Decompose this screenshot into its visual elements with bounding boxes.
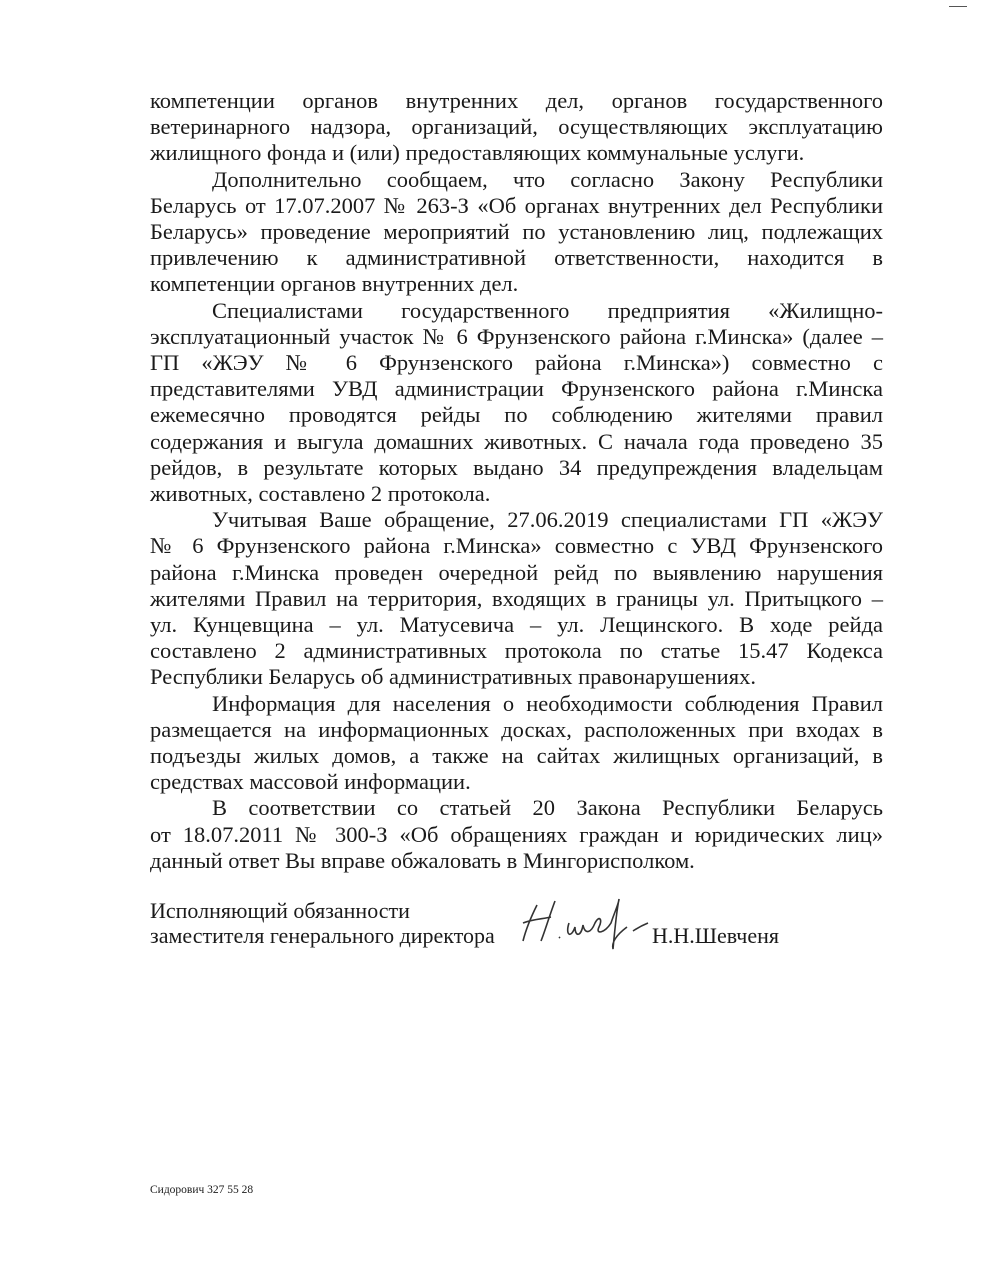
paragraph — [150, 88, 883, 167]
signatory-position — [150, 898, 495, 948]
text-line: Республики Беларусь об административных правонарушениях. — [150, 664, 756, 690]
text-line: содержания и выгула домашних животных. С начала года проведено 35 — [150, 428, 883, 454]
text-line: размещается на информационных досках, расположенных при входах в — [150, 716, 883, 742]
text-line: животных, составлено 2 протокола. — [150, 481, 491, 507]
text-line: компетенции органов внутренних дел. — [150, 271, 519, 297]
position-line-2: заместителя генерального директора — [150, 923, 495, 948]
text-line: ветеринарного надзора, организаций, осуществляющих эксплуатацию — [150, 114, 883, 140]
text-line: жителями Правил на территория, входящих в границы ул. Притыцкого – — [150, 585, 883, 611]
paragraph — [150, 507, 883, 690]
text-line: Специалистами государственного предприятия «Жилищно- — [212, 297, 883, 323]
text-line: Беларусь» проведение мероприятий по установлению лиц, подлежащих — [150, 219, 883, 245]
text-line: ГП «ЖЭУ № 6 Фрунзенского района г.Минска») совместно с — [150, 350, 883, 376]
text-line: подъезды жилых домов, а также на сайтах жилищных организаций, в — [150, 743, 883, 769]
text-line: эксплуатационный участок № 6 Фрунзенского района г.Минска» (далее – — [150, 323, 883, 349]
signatory-name: Н.Н.Шевченя — [652, 923, 780, 948]
text-line: Информация для населения о необходимости соблюдения Правил — [212, 690, 883, 716]
text-line: составлено 2 административных протокола по статье 15.47 Кодекса — [150, 638, 883, 664]
text-line: средствах массовой информации. — [150, 769, 471, 795]
text-line: № 6 Фрунзенского района г.Минска» совместно с УВД Фрунзенского — [150, 533, 883, 559]
text-line: компетенции органов внутренних дел, органов государственного — [150, 88, 883, 113]
text-line: жилищного фонда и (или) предоставляющих коммунальные услуги. — [150, 140, 805, 166]
text-line: привлечению к административной ответственности, находится в — [150, 245, 883, 271]
text-line: Учитывая Ваше обращение, 27.06.2019 специалистами ГП «ЖЭУ — [212, 507, 883, 533]
text-line: Беларусь от 17.07.2007 № 263-З «Об органах внутренних дел Республики — [150, 192, 883, 218]
text-line: района г.Минска проведен очередной рейд по выявлению нарушения — [150, 559, 883, 585]
paragraph — [150, 298, 883, 508]
position-line-1: Исполняющий обязанности — [150, 898, 410, 923]
text-line: от 18.07.2011 № 300-З «Об обращениях граждан и юридических лиц» — [150, 821, 883, 847]
text-line: ежемесячно проводятся рейды по соблюдению жителями правил — [150, 402, 883, 428]
text-line: рейдов, в результате которых выдано 34 предупреждения владельцам — [150, 454, 883, 480]
text-line: данный ответ Вы вправе обжаловать в Мингорисполком. — [150, 847, 695, 873]
text-line: представителями УВД администрации Фрунзенского района г.Минска — [150, 376, 883, 402]
paragraph — [150, 167, 883, 298]
paragraph — [150, 795, 883, 874]
text-line: В соответствии со статьей 20 Закона Республики Беларусь — [212, 795, 883, 821]
text-line: Дополнительно сообщаем, что согласно Закону Республики — [212, 166, 883, 192]
executor-contact: Сидорович 327 55 28 — [150, 1184, 254, 1196]
handwritten-signature — [515, 893, 650, 953]
text-line: ул. Кунцевщина – ул. Матусевича – ул. Лещинского. В ходе рейда — [150, 612, 883, 638]
letter-body — [150, 88, 883, 874]
paragraph — [150, 691, 883, 796]
scan-edge-mark — [949, 6, 967, 7]
